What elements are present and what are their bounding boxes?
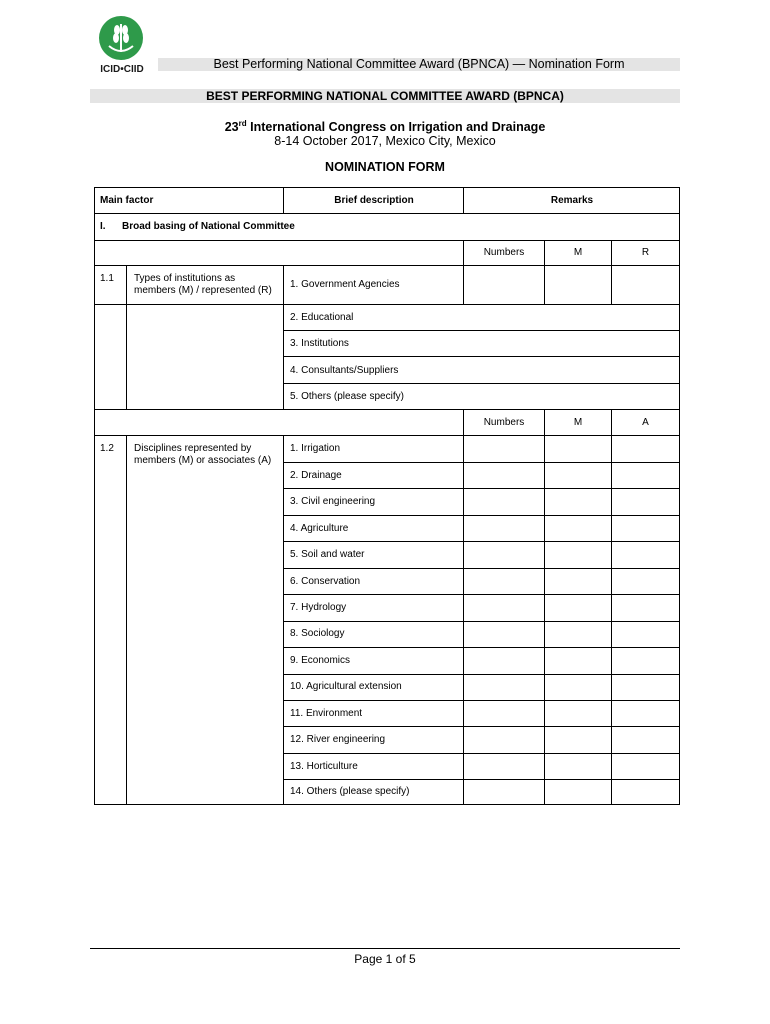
running-header: Best Performing National Committee Award (BPNCA) — Nomination Form xyxy=(158,58,680,71)
list-item: 4. Consultants/Suppliers xyxy=(290,365,399,376)
list-item: 2. Drainage xyxy=(290,470,342,481)
document-title: BEST PERFORMING NATIONAL COMMITTEE AWARD (BPNCA) xyxy=(90,89,680,103)
section-label: Broad basing of National Committee xyxy=(122,221,295,232)
list-item: 14. Others (please specify) xyxy=(290,786,410,797)
header-main-factor: Main factor xyxy=(100,195,154,206)
congress-ordinal-suffix: rd xyxy=(238,119,247,128)
congress-ordinal: 23 xyxy=(224,120,239,135)
list-item: 13. Horticulture xyxy=(290,761,358,772)
section-number: I. xyxy=(100,221,106,232)
block2-numbers-header: Numbers xyxy=(483,417,525,428)
form-title: NOMINATION FORM xyxy=(325,160,445,174)
page-number: Page 1 of 5 xyxy=(354,952,416,966)
block1-r-header: R xyxy=(641,247,650,258)
list-item: 1. Government Agencies xyxy=(290,279,400,290)
block1-number: 1.1 xyxy=(100,273,114,284)
block1-m-header: M xyxy=(573,247,583,258)
list-item: 5. Others (please specify) xyxy=(290,391,404,402)
list-item: 6. Conservation xyxy=(290,576,361,587)
block1-label-line2: members (M) / represented (R) xyxy=(134,285,272,296)
list-item: 4. Agriculture xyxy=(290,523,349,534)
footer-divider xyxy=(90,948,680,949)
header-brief-description: Brief description xyxy=(334,195,414,206)
list-item: 8. Sociology xyxy=(290,628,345,639)
block1-numbers-header: Numbers xyxy=(483,247,525,258)
block2-m-header: M xyxy=(573,417,583,428)
congress-name: International Congress on Irrigation and Drainage xyxy=(250,120,546,135)
block2-a-header: A xyxy=(642,417,649,428)
header-remarks: Remarks xyxy=(550,195,594,206)
block2-number: 1.2 xyxy=(100,443,114,454)
list-item: 9. Economics xyxy=(290,655,351,666)
logo-text: ICID•CIID xyxy=(100,64,144,75)
list-item: 7. Hydrology xyxy=(290,602,347,613)
block2-label-line2: members (M) or associates (A) xyxy=(134,455,272,466)
block2-label-line1: Disciplines represented by xyxy=(134,443,252,454)
list-item: 10. Agricultural extension xyxy=(290,681,402,692)
list-item: 5. Soil and water xyxy=(290,549,365,560)
list-item: 12. River engineering xyxy=(290,734,386,745)
list-item: 11. Environment xyxy=(290,708,363,719)
list-item: 1. Irrigation xyxy=(290,443,341,454)
congress-dates: 8-14 October 2017, Mexico City, Mexico xyxy=(274,134,496,148)
list-item: 2. Educational xyxy=(290,312,354,323)
list-item: 3. Civil engineering xyxy=(290,496,376,507)
list-item: 3. Institutions xyxy=(290,338,349,349)
block1-label-line1: Types of institutions as xyxy=(134,273,236,284)
